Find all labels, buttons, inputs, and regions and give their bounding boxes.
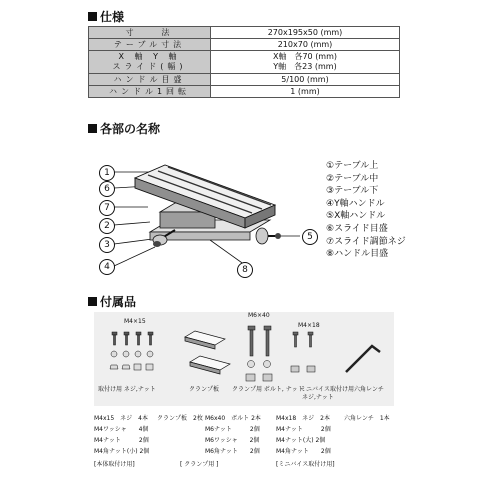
callout-6: 6 <box>99 181 115 197</box>
callout-3: 3 <box>99 237 115 253</box>
label-line: スライド(幅) <box>112 62 187 71</box>
list-item: M4角ナット 2個 <box>276 448 331 455</box>
unit-text: (mm) <box>314 62 337 71</box>
caption-vise-mount-2: ネジ,ナット <box>302 394 334 401</box>
label-m4x18: M4×18 <box>298 322 320 329</box>
value-text: Y軸 各23 <box>273 62 313 71</box>
caption-clamp-bolts: クランプ用 ボルト, ナット <box>232 386 304 393</box>
list-item: M6角ナット 2個 <box>205 448 260 455</box>
spec-title-text: 仕様 <box>100 10 125 24</box>
caption-hex-wrench: 六角レンチ <box>354 386 384 393</box>
value-text: 1 <box>290 86 296 96</box>
list-mount <box>94 413 149 457</box>
list-item: M4ナット 2個 <box>276 426 331 433</box>
list-item: M6x40 ボルト 2本 <box>205 415 261 422</box>
list-item: クランプ板 2枚 <box>157 415 203 422</box>
unit-text: (mm) <box>297 86 320 96</box>
value-text: 210x70 <box>277 39 308 49</box>
list-vise <box>276 413 331 457</box>
unit-text: (mm) <box>306 74 329 84</box>
list-item: M4角ナット(小) 2個 <box>94 448 150 455</box>
legend-item: ①テーブル上 <box>326 161 379 171</box>
legend-item: ⑥スライド目盛 <box>326 223 388 234</box>
list-clamp-plate <box>157 413 203 424</box>
list-item: 六角レンチ 1本 <box>344 415 390 422</box>
list-item: M4x18 ネジ 2本 <box>276 415 330 422</box>
callout-4: 4 <box>99 259 115 275</box>
callout-5: 5 <box>302 229 318 245</box>
value-text: 270x195x50 <box>267 27 318 37</box>
legend-item: ⑤X軸ハンドル <box>326 211 386 222</box>
spec-label: 寸 法 <box>89 27 211 39</box>
callout-7: 7 <box>99 200 115 216</box>
list-item: M4ワッシャ 4個 <box>94 426 149 433</box>
accessories-title-text: 付属品 <box>100 295 137 309</box>
list-item: M4ナット 2個 <box>94 437 149 444</box>
value-text: 5/100 <box>281 74 305 84</box>
value-text: X軸 各70 <box>272 52 313 61</box>
list-item: M4ナット(大) 2個 <box>276 437 326 444</box>
label-line: X 軸 Y 軸 <box>118 52 181 61</box>
unit-text: (mm) <box>315 52 338 61</box>
list-item: M6ナット 2個 <box>205 426 260 433</box>
caption-clamp-plate: クランプ板 <box>189 386 220 393</box>
unit-text: (mm) <box>320 27 343 37</box>
label-m6x40: M6×40 <box>248 312 270 319</box>
callout-2: 2 <box>99 218 115 234</box>
legend-item: ⑦スライド調節ネジ <box>326 236 406 247</box>
callout-1: 1 <box>99 165 115 181</box>
list-item: M6ワッシャ 2個 <box>205 437 260 444</box>
group-label-clamp: [ クランプ用 ] <box>180 461 219 468</box>
callout-8: 8 <box>237 262 253 278</box>
group-label-mount: [本体取付け用] <box>94 461 135 468</box>
unit-text: (mm) <box>310 39 333 49</box>
legend-item: ④Y軸ハンドル <box>326 198 385 209</box>
list-wrench <box>344 413 390 424</box>
caption-mount-screws: 取付け用 ネジ,ナット <box>98 386 156 393</box>
label-m4x15: M4×15 <box>124 318 146 325</box>
legend-item: ③テーブル下 <box>326 186 379 197</box>
group-label-vise: [ミニバイス取付け用] <box>276 461 335 468</box>
spec-label: テーブル寸法 <box>89 39 211 51</box>
caption-vise-mount: ミニバイス取付け用 <box>300 386 354 393</box>
parts-title-text: 各部の名称 <box>100 122 161 136</box>
spec-label: ハンドル目盛 <box>89 74 211 86</box>
list-clamp-bolts <box>205 413 261 457</box>
hex-wrench-icon <box>346 346 380 372</box>
legend-item: ②テーブル中 <box>326 173 379 184</box>
list-item: M4x15 ネジ 4本 <box>94 415 148 422</box>
legend-item: ⑧ハンドル目盛 <box>326 249 389 260</box>
spec-label: ハンドル1回転 <box>89 86 211 98</box>
